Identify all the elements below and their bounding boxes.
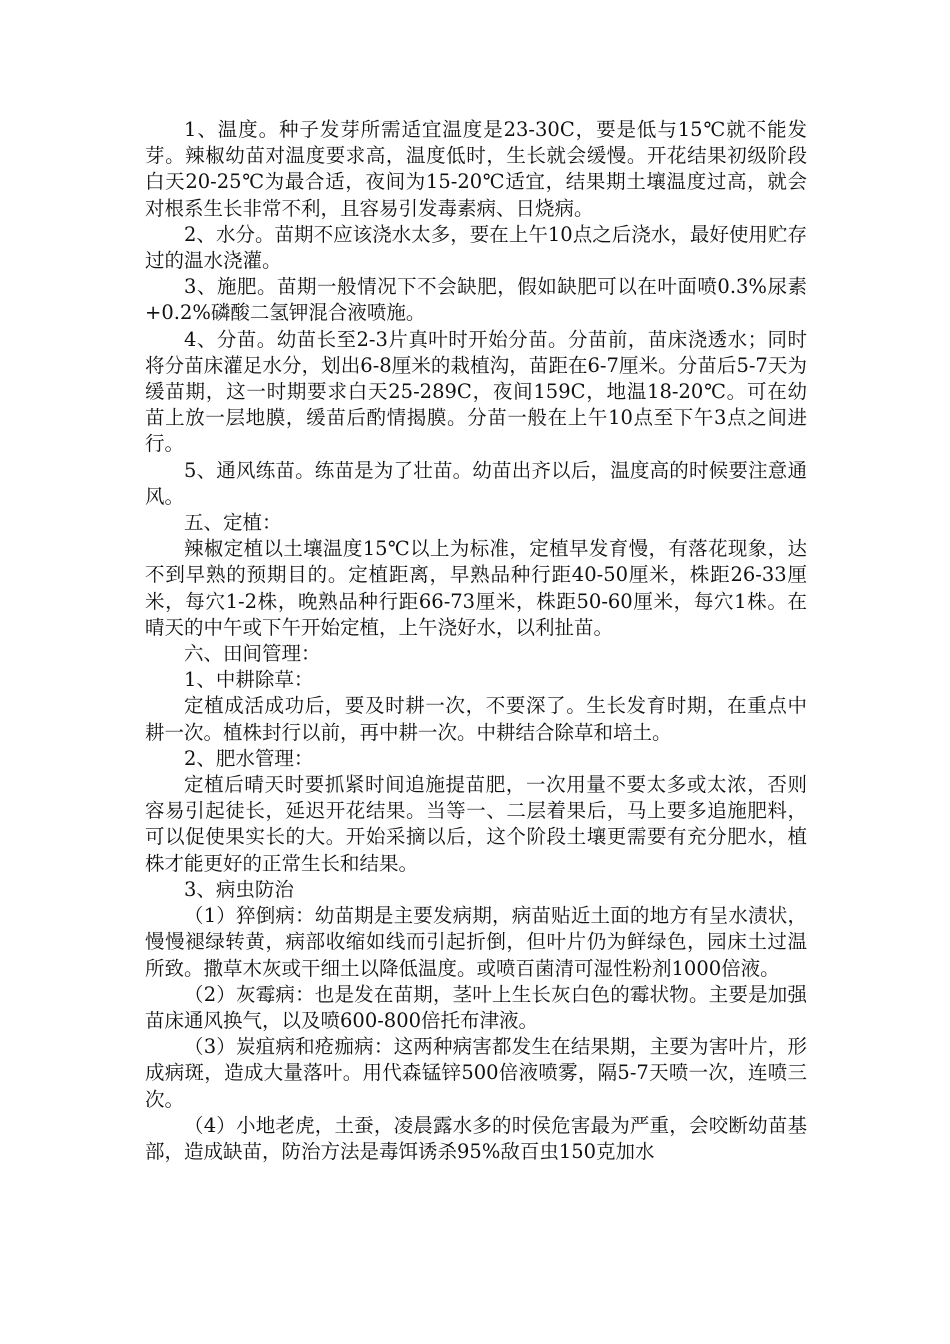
paragraph-damping-off: （1）猝倒病：幼苗期是主要发病期，病苗贴近土面的地方有呈水渍状，慢慢褪绿转黄，病部收缩如线而引起折倒，但叶片仍为鲜绿色，园床土过温所致。撒草木灰或干细土以降低温度。或喷百菌清可湿性粉剂1000倍液。 xyxy=(145,904,807,980)
paragraph-weeding: 定植成活成功后，要及时耕一次，不要深了。生长发育时期，在重点中耕一次。植株封行以前，再中耕一次。中耕结合除草和培土。 xyxy=(145,694,807,744)
paragraph-seedling-division: 4、分苗。幼苗长至2-3片真叶时开始分苗。分苗前，苗床浇透水；同时将分苗床灌足水分，划出6-8厘米的栽植沟，苗距在6-7厘米。分苗后5-7天为缓苗期，这一时期要求白天25-289C，夜间159C，地温18-20℃。可在幼苗上放一层地膜，缓苗后酌情揭膜。分苗一般在上午10点至下午3点之间进行。 xyxy=(145,327,807,456)
paragraph-ventilation: 5、通风练苗。练苗是为了壮苗。幼苗出齐以后，温度高的时候要注意通风。 xyxy=(145,458,807,508)
subheading-weeding: 1、中耕除草： xyxy=(184,668,314,692)
section-heading-field-management: 六、田间管理： xyxy=(184,642,321,666)
paragraph-anthracnose: （3）炭疽病和疮痂病：这两种病害都发生在结果期，主要为害叶片，形成病斑，造成大量落叶。用代森锰锌500倍液喷雾，隔5-7天喷一次，连喷三次。 xyxy=(145,1035,807,1111)
paragraph-temperature: 1、温度。种子发芽所需适宜温度是23-30C，要是低与15℃就不能发芽。辣椒幼苗对温度要求高，温度低时，生长就会缓慢。开花结果初级阶段白天20-25℃为最合适，夜间为15-20℃适宜，结果期土壤温度过高，就会对根系生长非常不利，且容易引发毒素病、日烧病。 xyxy=(145,118,807,220)
paragraph-cutworm: （4）小地老虎，土蚕，凌晨露水多的时侯危害最为严重，会咬断幼苗基部，造成缺苗，防治方法是毒饵诱杀95%敌百虫150克加水 xyxy=(145,1113,807,1163)
subheading-fertilizer-water: 2、肥水管理： xyxy=(184,746,314,770)
paragraph-gray-mold: （2）灰霉病：也是发在苗期，茎叶上生长灰白色的霉状物。主要是加强苗床通风换气，以及喷600-800倍托布津液。 xyxy=(145,982,807,1032)
document-body xyxy=(145,117,807,1165)
paragraph-water: 2、水分。苗期不应该浇水太多，要在上午10点之后浇水，最好使用贮存过的温水浇灌。 xyxy=(145,222,807,273)
section-heading-transplanting: 五、定植： xyxy=(184,511,282,535)
paragraph-fertilizer-water: 定植后晴天时要抓紧时间追施提苗肥，一次用量不要太多或太浓，否则容易引起徒长，延迟开花结果。当等一、二层着果后，马上要多追施肥料，可以促使果实长的大。开始采摘以后，这个阶段土壤更需要有充分肥水，植株才能更好的正常生长和结果。 xyxy=(145,773,807,875)
paragraph-fertilizer: 3、施肥。苗期一般情况下不会缺肥，假如缺肥可以在叶面喷0.3%尿素+0.2%磷酸二氢钾混合液喷施。 xyxy=(145,275,807,325)
subheading-pest-control: 3、病虫防治 xyxy=(184,877,294,901)
paragraph-transplanting: 辣椒定植以土壤温度15℃以上为标准，定植早发育慢，有落花现象，达不到早熟的预期目的。定植距离，早熟品种行距40-50厘米，株距26-33厘米，每穴1-2株，晚熟品种行距66-73厘米，株距50-60厘米，每穴1株。在晴天的中午或下午开始定植，上午浇好水，以利扯苗。 xyxy=(145,537,807,639)
